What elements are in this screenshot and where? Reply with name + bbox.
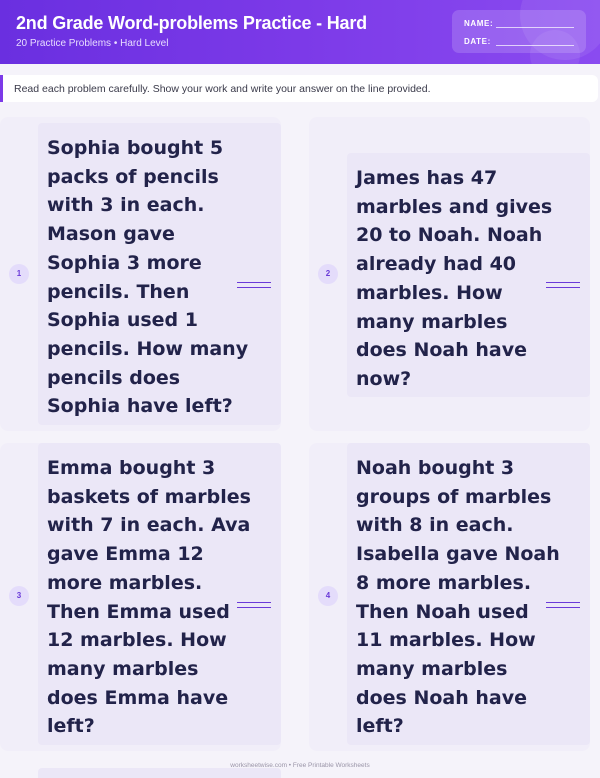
problem-line: many marbles	[356, 657, 508, 680]
problem-text	[356, 164, 581, 394]
problem-text-box	[347, 443, 590, 745]
problem-line: Isabella gave Noah	[356, 543, 560, 566]
problem-line: Sophia have left?	[47, 395, 233, 418]
problem-line: pencils. Then	[47, 280, 190, 303]
problem-line: groups of marbles	[356, 485, 552, 508]
problem-line: packs of pencils	[47, 165, 219, 188]
problem-line: pencils does	[47, 366, 181, 389]
problem-line: does Emma have	[47, 686, 229, 709]
name-label: NAME:	[464, 19, 494, 28]
problem-text-box	[347, 153, 590, 397]
problem-line: Sophia 3 more	[47, 251, 202, 274]
problem-line: 8 more marbles.	[356, 571, 532, 594]
problem-text-box	[38, 443, 281, 745]
problem-line: Then Noah used	[356, 600, 529, 623]
problem-line: baskets of marbles	[47, 485, 251, 508]
problem-line: Mason gave	[47, 223, 175, 246]
problem-line: now?	[356, 367, 412, 390]
problem-card-3	[0, 443, 281, 751]
name-line	[496, 27, 574, 28]
page-title: 2nd Grade Word-problems Practice - Hard	[16, 13, 367, 33]
date-line	[496, 45, 574, 46]
problem-line: many marbles	[47, 657, 199, 680]
problem-line: more marbles.	[47, 571, 203, 594]
problem-line: with 7 in each. Ava	[47, 514, 251, 537]
next-problem-card-edge	[38, 768, 281, 778]
problem-number-badge: 4	[318, 586, 338, 606]
answer-line[interactable]	[546, 282, 580, 292]
date-field[interactable]	[464, 37, 491, 46]
problem-line: 20 to Noah. Noah	[356, 224, 543, 247]
problem-card-2	[309, 117, 590, 431]
instructions-bar	[0, 75, 598, 102]
problem-line: left?	[356, 715, 404, 738]
problem-number-badge: 3	[9, 586, 29, 606]
problem-line: already had 40	[356, 253, 517, 276]
problem-line: 11 marbles. How	[356, 629, 536, 652]
problem-line: Sophia used 1	[47, 309, 198, 332]
problem-text	[47, 454, 272, 741]
page-subtitle: 20 Practice Problems • Hard Level	[16, 38, 169, 49]
problem-line: does Noah have	[356, 686, 527, 709]
answer-line[interactable]	[546, 602, 580, 612]
name-date-box	[452, 10, 586, 53]
problem-line: gave Emma 12	[47, 543, 204, 566]
problem-text	[356, 454, 581, 741]
problem-line: James has 47	[356, 167, 498, 189]
page-footer: worksheetwise.com • Free Printable Worksheets	[230, 762, 370, 769]
problem-line: Emma bought 3	[47, 457, 216, 479]
problem-line: Noah bought 3	[356, 457, 515, 479]
worksheet-header	[0, 0, 600, 64]
problem-line: Then Emma used	[47, 600, 230, 623]
problem-card-4	[309, 443, 590, 751]
answer-line[interactable]	[237, 282, 271, 292]
problem-text-box	[38, 123, 281, 425]
problem-line: pencils. How many	[47, 337, 249, 360]
problem-line: marbles and gives	[356, 195, 553, 218]
problem-text	[47, 134, 272, 421]
date-label: DATE:	[464, 37, 491, 46]
answer-line[interactable]	[237, 602, 271, 612]
problem-number-badge: 1	[9, 264, 29, 284]
problem-card-1	[0, 117, 281, 431]
name-field[interactable]	[464, 19, 493, 28]
problem-line: with 3 in each.	[47, 194, 205, 217]
instructions-text: Read each problem carefully. Show your work and write your answer on the line provided.	[14, 83, 431, 95]
problem-line: with 8 in each.	[356, 514, 514, 537]
problem-line: Sophia bought 5	[47, 137, 224, 159]
problem-line: many marbles	[356, 310, 508, 333]
problem-number-badge: 2	[318, 264, 338, 284]
problem-line: 12 marbles. How	[47, 629, 227, 652]
problem-line: left?	[47, 715, 95, 738]
problem-line: does Noah have	[356, 339, 527, 362]
problem-line: marbles. How	[356, 281, 503, 304]
